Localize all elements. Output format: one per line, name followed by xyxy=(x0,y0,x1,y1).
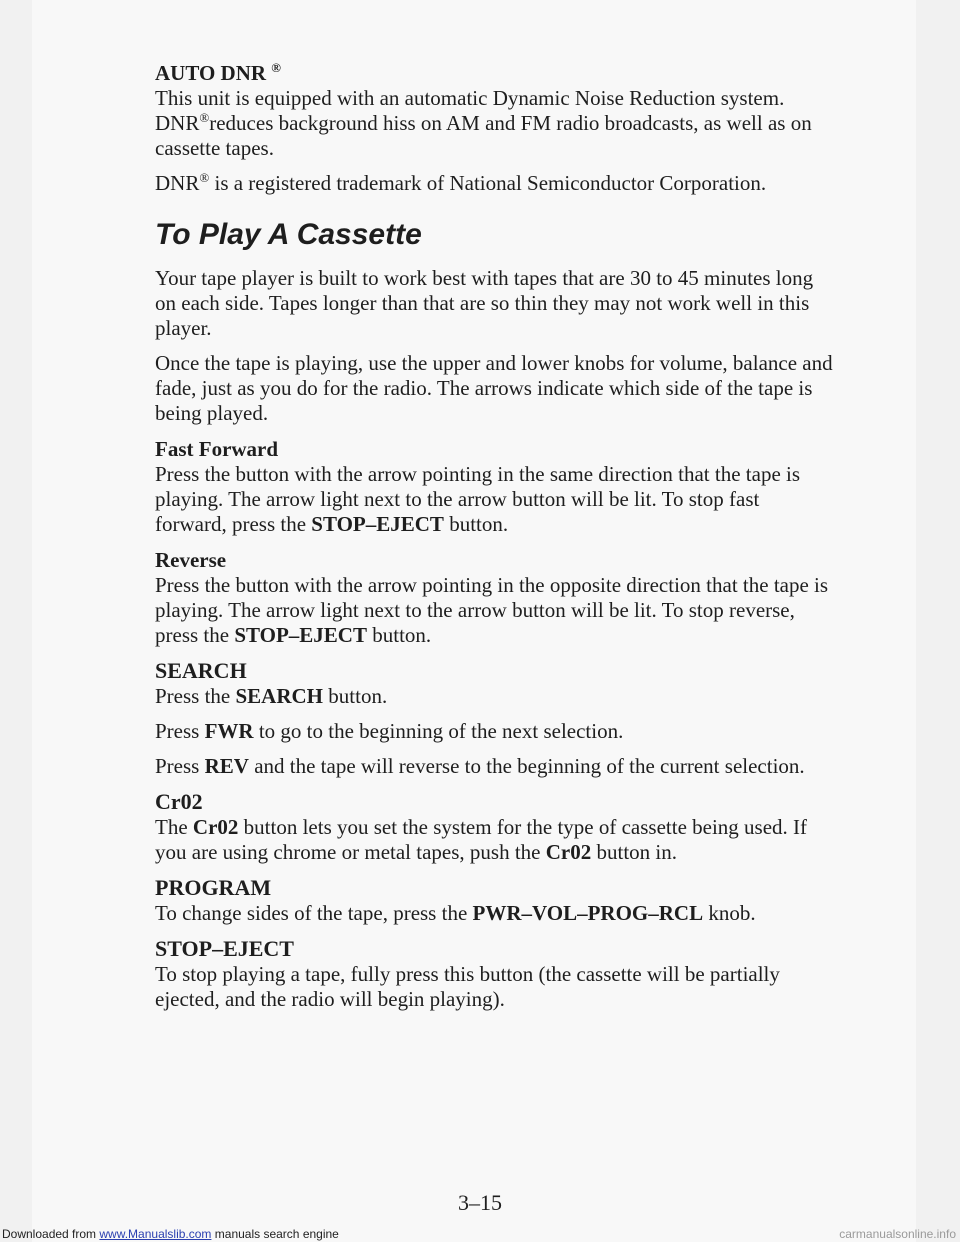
search-section: SEARCH Press the SEARCH button. xyxy=(155,658,835,709)
manualslib-link[interactable]: www.Manualslib.com xyxy=(99,1227,212,1241)
stop-eject-section: STOP–EJECT To stop playing a tape, fully press this button (the cassette will be partially ejected, and the radio will begin playing). xyxy=(155,936,835,1012)
download-credit: Downloaded from www.Manualslib.com manuals search engine xyxy=(2,1227,339,1241)
cro2-heading: Cr02 xyxy=(155,789,203,814)
program-section: PROGRAM To change sides of the tape, press the PWR–VOL–PROG–RCL knob. xyxy=(155,875,835,926)
cro2-section: Cr02 The Cr02 button lets you set the system for the type of cassette being used. If you are using chrome or metal tapes, push the Cr02 button in. xyxy=(155,789,835,865)
auto-dnr-section xyxy=(155,60,835,161)
page-content xyxy=(155,60,835,1012)
stop-eject-heading: STOP–EJECT xyxy=(155,936,294,961)
watermark-text: carmanualsonline.info xyxy=(839,1227,956,1241)
cro2-label: Cr02 xyxy=(545,840,592,864)
fwr-label: FWR xyxy=(204,719,254,743)
page-number: 3–15 xyxy=(458,1190,502,1215)
dnr-trademark-note: DNR® is a registered trademark of National Semiconductor Corporation. xyxy=(155,170,767,195)
auto-dnr-text-1b: reduces background hiss on AM and FM radio broadcasts, as well as on cassette tapes. xyxy=(155,111,812,160)
rev-label: REV xyxy=(204,754,249,778)
search-heading: SEARCH xyxy=(155,658,247,683)
search-label: SEARCH xyxy=(235,684,324,708)
stop-eject-label: STOP–EJECT xyxy=(234,623,367,647)
auto-dnr-text-1a: This unit is equipped with an automatic Dynamic Noise Reduction system. DNR xyxy=(155,86,785,135)
registered-mark: ® xyxy=(199,110,210,125)
fast-forward-heading: Fast Forward xyxy=(155,437,279,461)
search-rev-text: Press REV and the tape will reverse to the beginning of the current selection. xyxy=(155,754,805,778)
cro2-label: Cr02 xyxy=(192,815,239,839)
play-cassette-text-1: Your tape player is built to work best with tapes that are 30 to 45 minutes long on each side. Tapes longer than that are so thin they may not work well in this player. xyxy=(155,266,814,340)
reverse-section: Reverse Press the button with the arrow pointing in the opposite direction that the tape is playing. The arrow light next to the arrow button will be lit. To stop reverse, press the STOP–EJECT button. xyxy=(155,547,835,648)
stop-eject-label: STOP–EJECT xyxy=(311,512,444,536)
play-cassette-heading: To Play A Cassette xyxy=(155,218,422,251)
footer xyxy=(0,1226,960,1242)
search-fwr-text: Press FWR to go to the beginning of the next selection. xyxy=(155,719,624,743)
registered-mark: ® xyxy=(271,60,282,75)
registered-mark: ® xyxy=(199,170,210,185)
auto-dnr-heading: AUTO DNR ® xyxy=(155,60,282,85)
program-heading: PROGRAM xyxy=(155,875,272,900)
fast-forward-section: Fast Forward Press the button with the arrow pointing in the same direction that the tape is playing. The arrow light next to the arrow button will be lit. To stop fast forward, press the STOP–EJECT button. xyxy=(155,436,835,537)
reverse-heading: Reverse xyxy=(155,548,227,572)
play-cassette-text-2: Once the tape is playing, use the upper and lower knobs for volume, balance and fade, just as you do for the radio. The arrows indicate which side of the tape is being played. xyxy=(155,351,833,425)
knob-label: PWR–VOL–PROG–RCL xyxy=(472,901,704,925)
